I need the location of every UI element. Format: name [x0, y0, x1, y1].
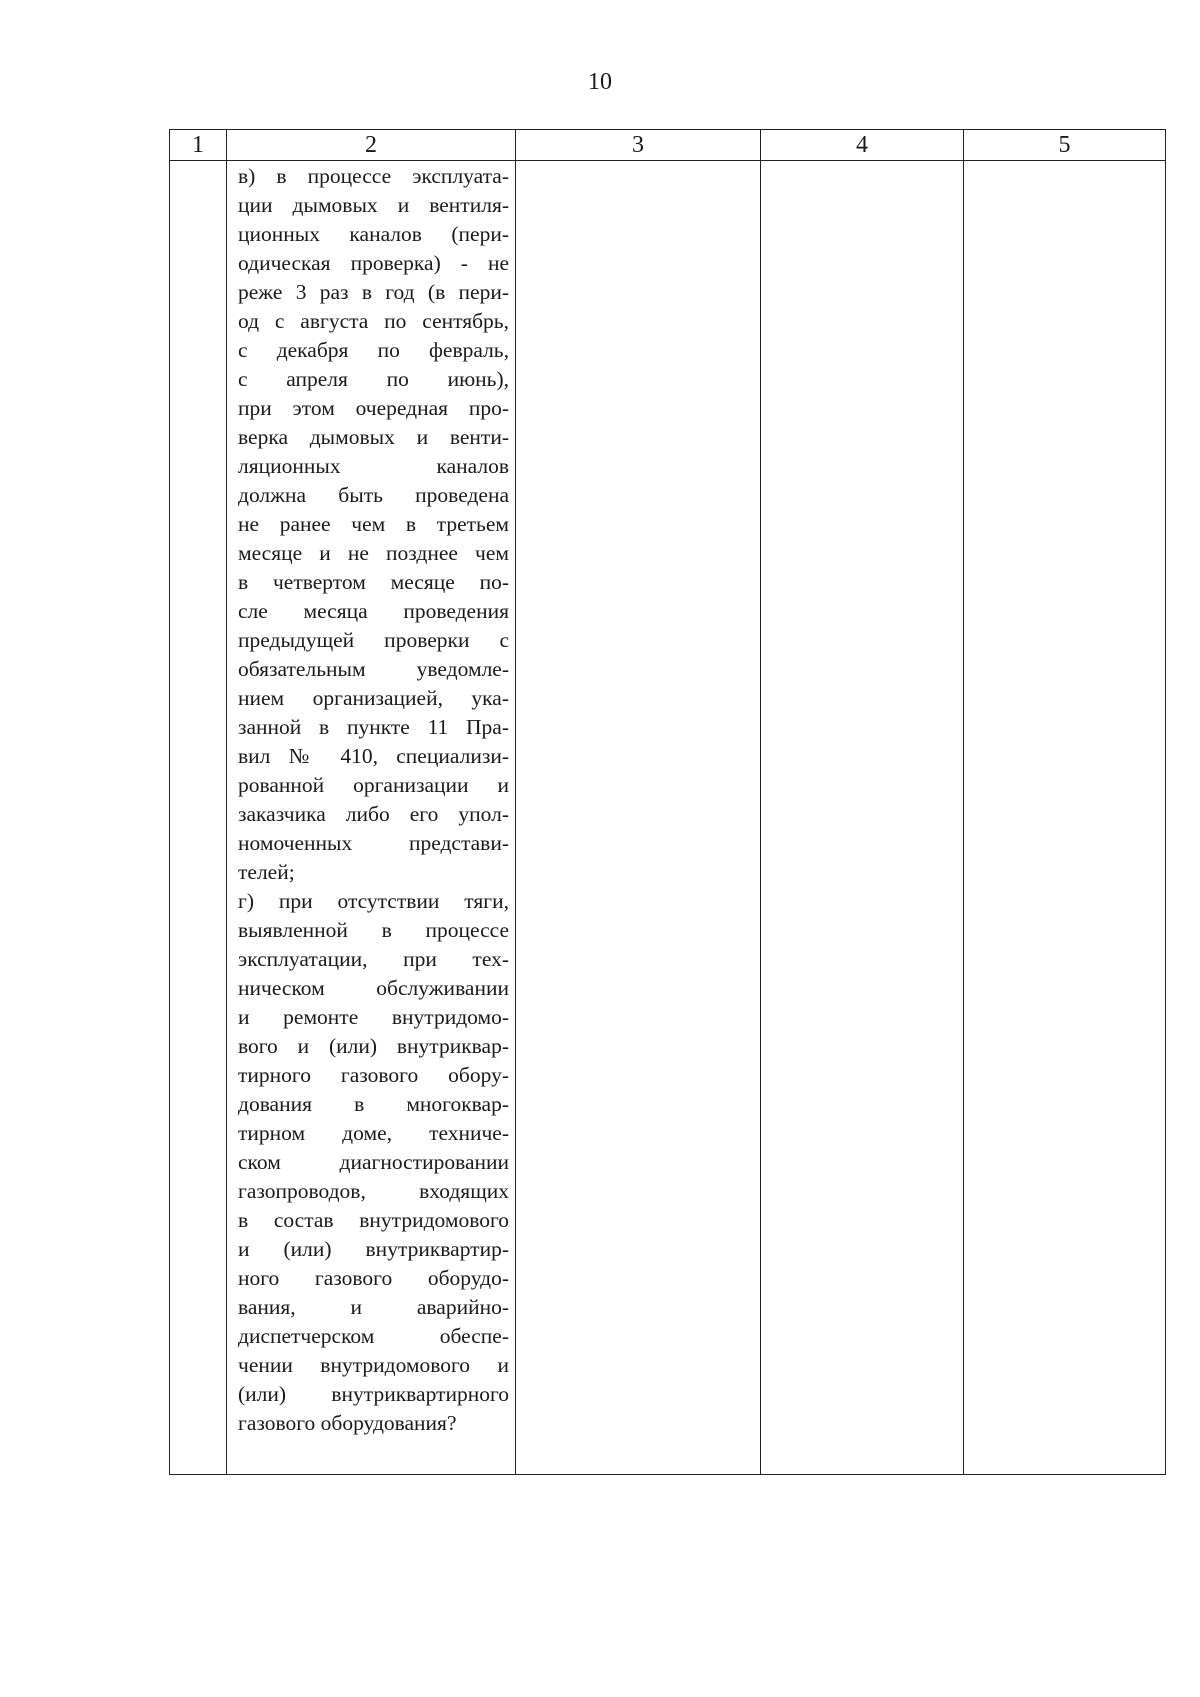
- text-line: реже 3 раз в год (в пери-: [238, 280, 509, 304]
- text-line: ционных каналов (пери-: [238, 222, 509, 246]
- text-line: предыдущей проверки с: [238, 628, 509, 652]
- table-row: [170, 161, 1166, 1475]
- text-line: в состав внутридомового: [238, 1208, 509, 1232]
- cell-col-5: [964, 161, 1166, 1475]
- text-line: одическая проверка) - не: [238, 251, 509, 275]
- text-line: занной в пункте 11 Пра-: [238, 715, 509, 739]
- text-line: нием организацией, ука-: [238, 686, 509, 710]
- text-line: обязательным уведомле-: [238, 657, 509, 681]
- text-line: ного газового оборудо-: [238, 1266, 509, 1290]
- column-header-5: 5: [964, 130, 1166, 161]
- text-line: телей;: [238, 860, 295, 884]
- text-line: в четвертом месяце по-: [238, 570, 509, 594]
- cell-col-1: [170, 161, 227, 1475]
- text-line: не ранее чем в третьем: [238, 512, 509, 536]
- text-line: при этом очередная про-: [238, 396, 509, 420]
- column-header-4: 4: [761, 130, 964, 161]
- text-line: должна быть проведена: [238, 483, 509, 507]
- table-header: [170, 130, 1166, 161]
- text-line: заказчика либо его упол-: [238, 802, 509, 826]
- text-line: сле месяца проведения: [238, 599, 509, 623]
- text-line: газового оборудования?: [238, 1411, 457, 1435]
- text-line: ском диагностировании: [238, 1150, 509, 1174]
- text-line: газопроводов, входящих: [238, 1179, 509, 1203]
- question-text: [227, 161, 515, 1438]
- cell-col-2: [227, 161, 516, 1475]
- text-line: эксплуатации, при тех-: [238, 947, 509, 971]
- text-line: вания, и аварийно-: [238, 1295, 509, 1319]
- text-line: чении внутридомового и: [238, 1353, 509, 1377]
- text-line: ническом обслуживании: [238, 976, 509, 1000]
- text-line: дования в многоквар-: [238, 1092, 509, 1116]
- column-header-2: 2: [227, 130, 516, 161]
- text-line: рованной организации и: [238, 773, 509, 797]
- text-line: вого и (или) внутриквар-: [238, 1034, 509, 1058]
- column-header-3: 3: [516, 130, 761, 161]
- text-line: с декабря по февраль,: [238, 338, 509, 362]
- text-line: и (или) внутриквартир-: [238, 1237, 509, 1261]
- paragraph-g: [238, 887, 509, 1438]
- text-line: тирном доме, техниче-: [238, 1121, 509, 1145]
- text-line: (или) внутриквартирного: [238, 1382, 509, 1406]
- text-line: верка дымовых и венти-: [238, 425, 509, 449]
- column-header-1: 1: [170, 130, 227, 161]
- checklist-table: [169, 129, 1166, 1475]
- header-row: [170, 130, 1166, 161]
- text-line: и ремонте внутридомо-: [238, 1005, 509, 1029]
- text-line: ляционных каналов: [238, 454, 509, 478]
- text-line: вил № 410, специализи-: [238, 744, 509, 768]
- cell-col-4: [761, 161, 964, 1475]
- text-line: выявленной в процессе: [238, 918, 509, 942]
- text-line: диспетчерском обеспе-: [238, 1324, 509, 1348]
- text-line: месяце и не позднее чем: [238, 541, 509, 565]
- text-line: в) в процессе эксплуата-: [238, 164, 509, 188]
- text-line: од с августа по сентябрь,: [238, 309, 509, 333]
- text-line: с апреля по июнь),: [238, 367, 509, 391]
- text-line: ции дымовых и вентиля-: [238, 193, 509, 217]
- cell-col-3: [516, 161, 761, 1475]
- text-line: тирного газового обору-: [238, 1063, 509, 1087]
- text-line: номоченных представи-: [238, 831, 509, 855]
- page-number: 10: [588, 69, 612, 95]
- text-line: г) при отсутствии тяги,: [238, 889, 509, 913]
- paragraph-v: [238, 162, 509, 887]
